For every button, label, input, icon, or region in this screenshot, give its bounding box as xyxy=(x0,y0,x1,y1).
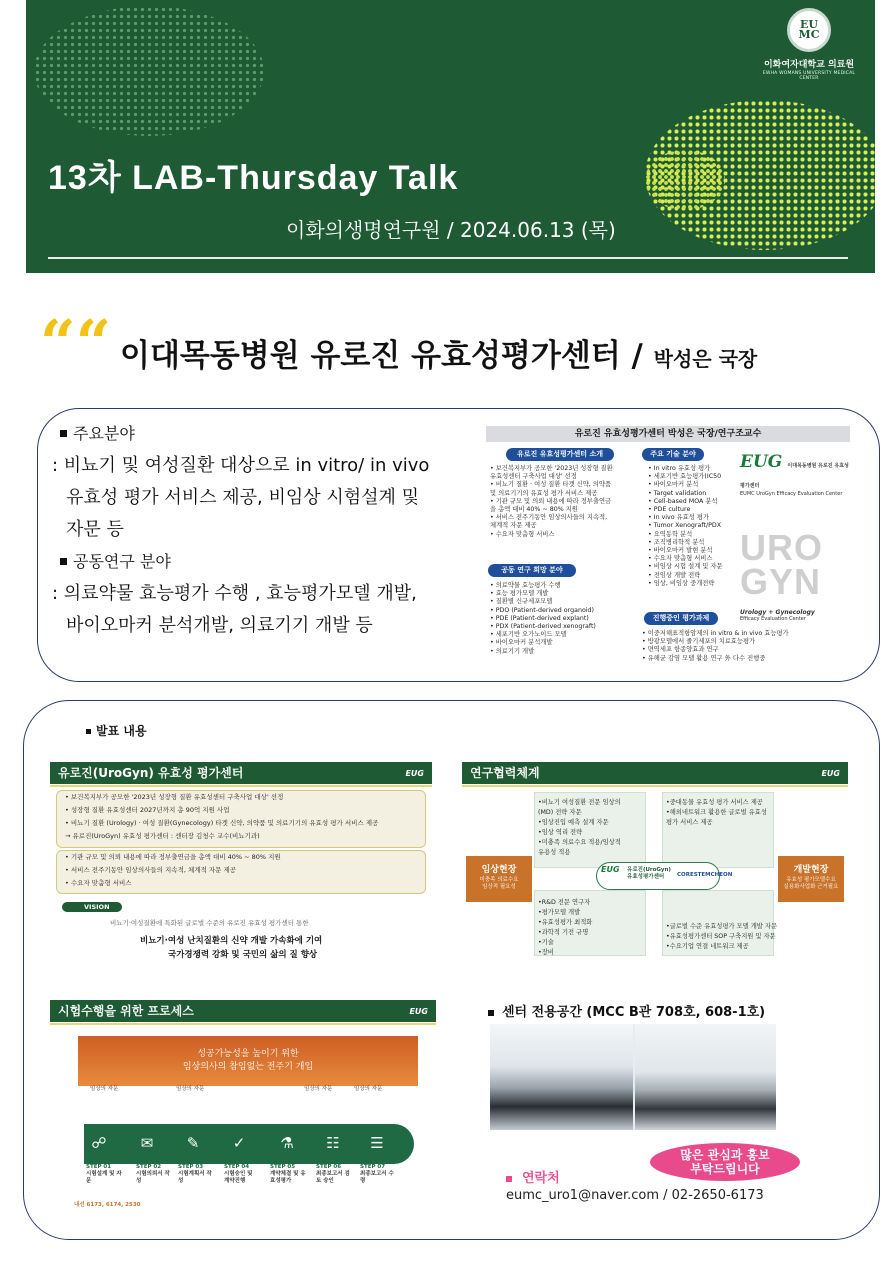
lab-photo xyxy=(490,1024,776,1130)
ewha-medical-logo xyxy=(759,8,859,81)
partner-list: •글로벌 수준 유효성평가 모델 개발 자문 •유효성평가센터 SOP 구축지원 및 자문 •수요기업 연결 네트워크 제공 xyxy=(666,923,778,950)
clinical-list: •비뇨기 여성질환 전문 임상의 (MD) 전략 자문 •임상진입 예측 설계 자문 •임상 역리 전략 •미충족 의료수요 적용/임상적 유용성 적용 xyxy=(538,799,621,856)
check-icon: ✓ xyxy=(232,1134,246,1152)
divider xyxy=(48,257,848,259)
process-head: 임상의 자문 xyxy=(176,1086,205,1092)
quote-icon: ““ xyxy=(40,306,112,379)
joint-field-text: 바이오마커 분석개발, 의료기기 개발 등 xyxy=(66,615,373,636)
process-head: 임상의 자문 xyxy=(354,1086,383,1092)
folder-icon: ☰ xyxy=(370,1134,384,1152)
process-step: STEP 01 시험설계 및 자문 xyxy=(86,1164,122,1184)
research-list: •R&D 전문 연구자 •평가모델 개발 •유효성평가 최적화 •과학적 기전 규명 •기술 •장비 xyxy=(538,899,593,956)
poster-header: 유로진 유효성평가센터 박성은 국장/연구조교수 xyxy=(486,426,850,442)
poster-pill: 공동 연구 희망 분야 xyxy=(488,564,576,577)
flask-icon: ⚗ xyxy=(280,1134,294,1152)
event-title: 13차 LAB-Thursday Talk xyxy=(48,159,459,197)
process-head: 임상의 자문 xyxy=(304,1086,333,1092)
slide-title: 시험수행을 위한 프로세스 xyxy=(58,1004,194,1018)
main-field-text: 유효성 평가 서비스 제공, 비임상 시험설계 및 xyxy=(66,487,420,508)
slide-text-box: • 기관 규모 및 의뢰 내용에 따라 정부출연금을 총액 대비 40% ~ 80% 지원 • 서비스 전주기동안 임상의사들의 지속적, 체계적 자문 제공 • 수요자 맞춤형 서비스 xyxy=(56,850,426,894)
tech-list: • In vitro 유효성 평가 • 세포기반 효능평가(IC50 • 바이오마커 분석 • Target validation • Cell-based MOA 분석 • PDE culture • In vivo 유효성 평가 • Tumor Xenograft/PDX • 요역동학 분석 • 조직병리학적 분석 • 바이오마커 발현 분석 • 수요자 맞춤형 서비스 • 비임상 시험 설계 및 자문 • 전임상 개발 전략 • 임상, 비임상 중개전략 xyxy=(648,465,723,587)
page-title xyxy=(120,330,757,375)
header-banner xyxy=(26,0,875,273)
vision-line: 비뇨기·여성 난치질환의 신약 개발 가속화에 기여 xyxy=(140,936,323,946)
process-step: STEP 04 시험승인 및 계약진행 xyxy=(224,1164,253,1184)
gyn-text: GYN xyxy=(740,561,822,602)
speaker-name: 박성은 국장 xyxy=(653,347,758,371)
process-head: 임상의 자문 xyxy=(90,1086,119,1092)
clipboard-icon: ✎ xyxy=(186,1134,200,1152)
joint-field-text: : 의료약물 효능평가 수행 , 효능평가모델 개발, xyxy=(52,583,417,604)
slide-title: 유로진(UroGyn) 유효성 평가센터 xyxy=(58,766,244,780)
document-icon: ☍ xyxy=(91,1134,107,1152)
overview-text xyxy=(52,418,472,642)
slide-process: 시험수행을 위한 프로세스 EUG 성공가능성을 높이기 위한 임상의사의 참임없는 전주기 개입 임상의 자문 임상의 자문 임상의 자문 임상의 자문 ☍ ✉ ✎ ✓ ⚗ ☷ ☰ STEP 01 시험설계 및 자문 STEP 02 시험의뢰서 작성 STEP 03 시험계획서 작성 STEP 04 시험승인 및 계약진행 STEP 05 계약체결 및 유효성평가 STEP 06 최종보고서 검토 승인 STEP 07 최종보고서 수령 내선 6173, 6174, 2530 xyxy=(50,1000,436,1212)
promo-bubble: 많은 관심과 홍보 부탁드립니다 xyxy=(650,1143,800,1181)
collab-list: • 의료약물 효능평가 수행 • 효능 평가모델 개발 • 질환별 신규세포모델 • PDO (Patient-derived organoid) • PDE (Patient-derived explant) • PDX (Patient-derived xenograft) • 세포기반 오가노이드 모델 • 바이오마커 분석개발 • 의료기기 개발 xyxy=(490,582,596,655)
vision-label: VISION xyxy=(62,902,122,912)
main-field-label: 주요분야 xyxy=(52,418,472,450)
poster-pill: 유로진 유효성평가센터 소개 xyxy=(506,448,614,461)
main-field-text: : 비뇨기 및 여성질환 대상으로 in vitro/ in vivo xyxy=(52,455,430,476)
process-banner: 성공가능성을 높이기 위한 임상의사의 참임없는 전주기 개입 xyxy=(78,1036,418,1086)
decorative-dots xyxy=(34,6,264,136)
poster-pill: 주요 기술 분야 xyxy=(642,448,704,461)
vision-intro: 비뇨기·여성질환에 특화된 글로벌 수준의 유로진 유효성 평가센터 통한 xyxy=(110,919,309,927)
slide-collaboration: 연구협력체계 EUG •비뇨기 여성질환 전문 임상의 (MD) 전략 자문 •임상진입 예측 설계 자문 •임상 역리 전략 •미충족 의료수요 적용/임상적 유용성 적용 •중대동물 유효성 평가 서비스 제공 •해외네트워크 활용한 글로벌 유효성 평가 서비스 제공 •R&D 전문 연구자 •평가모델 개발 •유효성평가 최적화 •과학적 기전 규명 •기술 •장비 •글로벌 수준 유효성평가 모델 개발 자문 •유효성평가센터 SOP 구축지원 및 자문 •수요기업 연결 네트워크 제공 임상현장 미충족 의료수요 임상적 필요성 개발현장 유효성 평가모델수요 실용화사업화 근거필요 EUG 유로진(UroGyn) 유효성평가센터 CORESTEMCHEON xyxy=(462,762,848,958)
process-step: STEP 06 최종보고서 검토 승인 xyxy=(316,1164,350,1184)
process-step: STEP 07 최종보고서 수령 xyxy=(360,1164,394,1184)
uro-text: URO xyxy=(740,527,823,568)
urogyn-logo: EUG 이대목동병원 유로진 유효성평가센터 EUMC UroGyn Efficacy Evaluation Center URO GYN Urology + Gynecology Efficacy Evaluation Center xyxy=(740,452,852,630)
presentation-label: 발표 내용 xyxy=(86,722,147,739)
seal-icon: EU MC xyxy=(787,8,831,52)
process-step: STEP 03 시험계획서 작성 xyxy=(178,1164,212,1184)
decorative-dots xyxy=(645,150,725,210)
center-hub: EUG 유로진(UroGyn) 유효성평가센터 CORESTEMCHEON xyxy=(596,862,720,890)
event-subtitle: 이화의생명연구원 / 2024.06.13 (목) xyxy=(286,218,616,242)
mail-icon: ✉ xyxy=(140,1134,154,1152)
space-label: 센터 전용공간 (MCC B관 708호, 608-1호) xyxy=(488,1001,765,1020)
process-step: STEP 02 시험의뢰서 작성 xyxy=(136,1164,170,1184)
logo-korean: 이화여자대학교 의료원 xyxy=(763,60,855,70)
contact-info: eumc_uro1@naver.com / 02-2650-6173 xyxy=(506,1188,764,1203)
vision-line: 국가경쟁력 강화 및 국민의 삶의 질 향상 xyxy=(168,950,318,960)
intro-list: • 보건복지부가 공모한 '2023년 성장형 질환 유효성센터 구축사업 대상' 선정 • 비뇨기 질환 · 여성 질환 타겟 신약, 의약품 및 의료기기의 유효성 평가 서비스 제공 • 기관 규모 및 의뢰 내용에 따라 정부출연금 을 총액 대비 40% ~ 80% 지원 • 서비스 전주기동안 임상의사들의 지속적, 체계적 자문 제공 • 수요자 맞춤형 서비스 xyxy=(490,465,613,538)
main-field-text: 자문 등 xyxy=(66,519,124,540)
progress-list: • 이중저해표적항암제의 in vitro & in vivo 효능평가 • 방광모델에서 줄기세포의 치료효능평가 • 면역세포 항종양효과 연구 • 유해균 감염 모델 활용 연구 外 다수 진행중 xyxy=(642,630,789,662)
slide-text-box: • 보건복지부가 공모한 '2023년 성장형 질환 유효성센터 구축사업 대상' 선정 • 성장형 질환 유효성센터 2027년까지 총 90억 지원 사업 • 비뇨기 질환 (Urology) · 여성 질환(Gynecology) 타겟 신약, 의약품 및 의료기기의 유효성 평가 서비스 제공 → 유로진(UroGyn) 유효성 평가센터 : 센터장 김청수 교수(비뇨기과) xyxy=(56,790,426,848)
development-side: 개발현장 유효성 평가모델수요 실용화사업화 근거필요 xyxy=(778,856,844,902)
contact-label: 연락처 xyxy=(506,1167,560,1186)
poster-pill: 진행중인 평가과제 xyxy=(644,612,718,625)
logo-english: EWHA WOMANS UNIVERSITY MEDICAL CENTER xyxy=(762,71,856,81)
development-list: •중대동물 유효성 평가 서비스 제공 •해외네트워크 활용한 글로벌 유효성 평가 서비스 제공 xyxy=(666,799,767,826)
slide-title: 연구협력체계 xyxy=(470,766,540,780)
process-phone: 내선 6173, 6174, 2530 xyxy=(74,1202,141,1208)
process-step: STEP 05 계약체결 및 유효성평가 xyxy=(270,1164,306,1184)
slide-urogyn-center: 유로진(UroGyn) 유효성 평가센터 EUG • 보건복지부가 공모한 '2023년 성장형 질환 유효성센터 구축사업 대상' 선정 • 성장형 질환 유효성센터 2027년까지 총 90억 지원 사업 • 비뇨기 질환 (Urology) · 여성 질환(Gynecology) 타겟 신약, 의약품 및 의료기기의 유효성 평가 서비스 제공 → 유로진(UroGyn) 유효성 평가센터 : 센터장 김청수 교수(비뇨기과) • 기관 규모 및 의뢰 내용에 따라 정부출연금을 총액 대비 40% ~ 80% 지원 • 서비스 전주기동안 임상의사들의 지속적, 체계적 자문 제공 • 수요자 맞춤형 서비스 VISION 비뇨기·여성질환에 특화된 글로벌 수준의 유로진 유효성 평가센터 통한 비뇨기·여성 난치질환의 신약 개발 가속화에 기여 국가경쟁력 강화 및 국민의 삶의 질 향상 xyxy=(50,762,432,962)
center-name: 이대목동병원 유로진 유효성평가센터 / xyxy=(120,338,654,374)
report-icon: ☷ xyxy=(326,1134,340,1152)
center-poster xyxy=(484,424,854,672)
clinical-side: 임상현장 미충족 의료수요 임상적 필요성 xyxy=(466,856,532,902)
joint-field-label: 공동연구 분야 xyxy=(52,546,472,578)
